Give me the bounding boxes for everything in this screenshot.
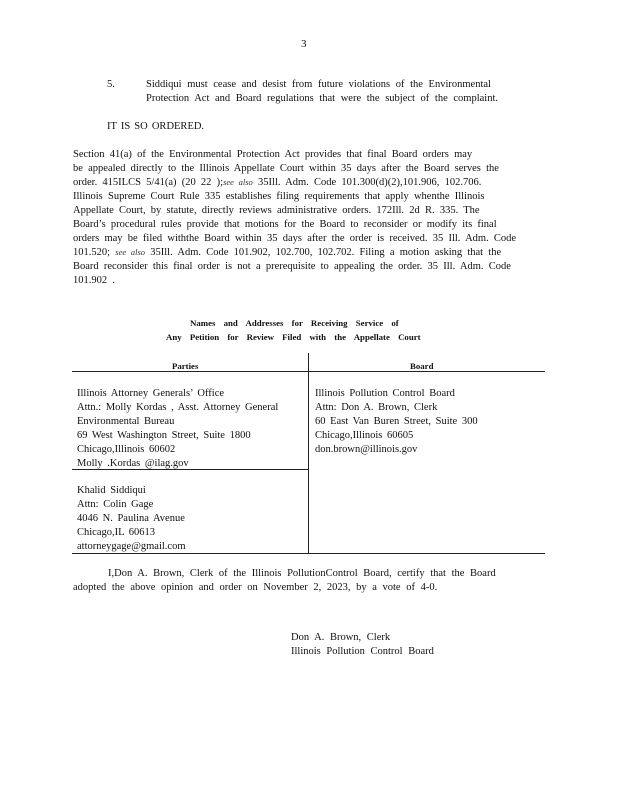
order-item-text-line-1: Siddiqui must cease and desist from future violations of the Environmental xyxy=(146,79,491,90)
appeal-paragraph-line-6: Board’s procedural rules provide that motions for the Board to reconsider or modify its final xyxy=(73,219,497,230)
column-header-parties: Parties xyxy=(172,361,199,371)
address-line: Khalid Siddiqui xyxy=(77,485,146,496)
citation-text: 35Ill. Adm. Code 101.300(d)(2),101.906, 102.706. xyxy=(252,177,482,188)
appeal-paragraph-line-1: Section 41(a) of the Environmental Protection Act provides that final Board orders may xyxy=(73,149,473,160)
address-line: Attn.: Molly Kordas , Asst. Attorney General xyxy=(77,402,279,413)
address-line: Illinois Pollution Control Board xyxy=(315,388,455,399)
certification-line-2: adopted the above opinion and order on November 2, 2023, by a vote of 4-0. xyxy=(73,582,438,593)
address-line: 4046 N. Paulina Avenue xyxy=(77,513,185,524)
citation-text: 101.520; xyxy=(73,247,111,258)
page-number: 3 xyxy=(301,38,307,50)
table-column-divider xyxy=(308,353,309,553)
address-line: Chicago,IL 60613 xyxy=(77,527,156,538)
address-line: Illinois Attorney Generals’ Office xyxy=(77,388,225,399)
certification-line-1: I,Don A. Brown, Clerk of the Illinois PollutionControl Board, certify that the Board xyxy=(108,568,496,579)
party-respondent-address xyxy=(77,484,186,554)
appeal-paragraph-line-9: Board reconsider this final order is not a prerequisite to appealing the order. 35 Ill. Adm. Code xyxy=(73,261,511,272)
address-line: 60 East Van Buren Street, Suite 300 xyxy=(315,416,478,427)
email-address: don.brown@illinois.gov xyxy=(315,444,418,455)
order-item-number: 5. xyxy=(107,79,115,90)
see-also-signal: see also xyxy=(223,177,253,187)
column-header-board: Board xyxy=(410,361,434,371)
signatory-name: Don A. Brown, Clerk xyxy=(291,632,391,643)
address-line: Chicago,Illinois 60602 xyxy=(77,444,176,455)
citation-text: order. 415ILCS 5/41(a) (20 22 ); xyxy=(73,177,224,188)
signatory-organization: Illinois Pollution Control Board xyxy=(291,646,434,657)
board-address xyxy=(315,387,478,457)
appeal-paragraph-line-10: 101.902 . xyxy=(73,275,115,286)
address-line: 69 West Washington Street, Suite 1800 xyxy=(77,430,251,441)
appeal-paragraph-line-3 xyxy=(73,177,481,188)
address-line: Chicago,Illinois 60605 xyxy=(315,430,414,441)
see-also-signal: see also xyxy=(115,247,146,257)
appeal-paragraph-line-4: Illinois Supreme Court Rule 335 establishes filing requirements that apply whenthe Illinois xyxy=(73,191,485,202)
party-attorney-general-address xyxy=(77,387,278,471)
email-address: attorneygage@gmail.com xyxy=(77,541,186,552)
address-line: Environmental Bureau xyxy=(77,416,175,427)
service-table-title-line-1: Names and Addresses for Receiving Service of xyxy=(190,318,399,328)
so-ordered-statement: IT IS SO ORDERED. xyxy=(107,121,205,132)
appeal-paragraph-line-8 xyxy=(73,247,501,258)
service-table-title-line-2: Any Petition for Review Filed with the Appellate Court xyxy=(166,332,421,342)
address-line: Attn: Colin Gage xyxy=(77,499,154,510)
appeal-paragraph-line-5: Appellate Court, by statute, directly reviews administrative orders. 172Ill. 2d R. 335. The xyxy=(73,205,480,216)
appeal-paragraph-line-2: be appealed directly to the Illinois Appellate Court within 35 days after the Board serves the xyxy=(73,163,499,174)
address-line: Attn: Don A. Brown, Clerk xyxy=(315,402,438,413)
citation-text: 35Ill. Adm. Code 101.902, 102.700, 102.702. Filing a motion asking that the xyxy=(145,247,502,258)
appeal-paragraph-line-7: orders may be filed withthe Board within 35 days after the order is received. 35 Ill. Adm. Code xyxy=(73,233,517,244)
order-item-text-line-2: Protection Act and Board regulations that were the subject of the complaint. xyxy=(146,93,498,104)
email-address: Molly .Kordas @ilag.gov xyxy=(77,458,189,469)
